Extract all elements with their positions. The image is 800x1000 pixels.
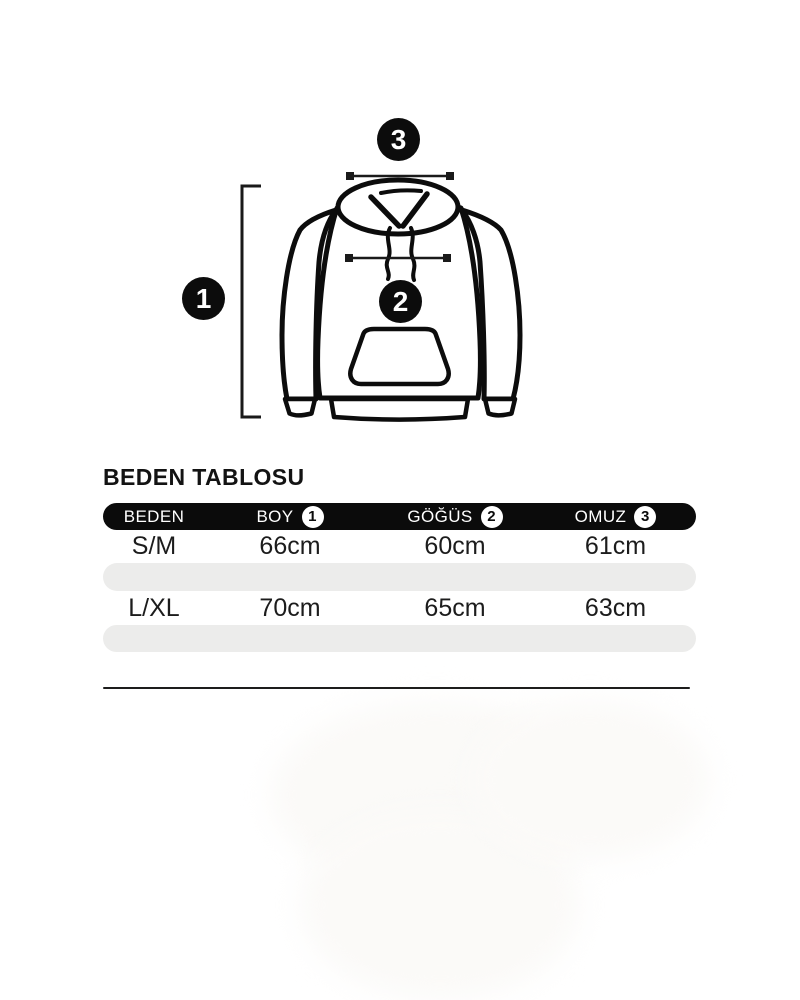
header-badge-number: 2: [487, 508, 497, 525]
cell-size: S/M: [131, 532, 177, 560]
header-cell-gogus: [375, 506, 535, 528]
size-chart-title: BEDEN TABLOSU: [103, 464, 305, 490]
table-row-sm: [103, 530, 696, 563]
hoodie-diagram: [0, 0, 800, 460]
cell-omuz: 63cm: [584, 593, 647, 622]
cell-boy: 66cm: [259, 532, 321, 560]
header-badge-3: [634, 506, 656, 528]
header-label: OMUZ: [574, 506, 627, 526]
length-marker-badge: [182, 277, 225, 320]
length-measure-bracket: [242, 186, 261, 417]
header-cell-beden: [103, 507, 205, 527]
header-cell-omuz: [535, 506, 696, 528]
table-row-lxl: [103, 591, 696, 625]
header-label: BOY: [256, 506, 294, 526]
header-label: GÖĞÜS: [407, 506, 473, 526]
cell-gogus: 60cm: [424, 532, 486, 560]
chest-marker-number: 2: [392, 285, 409, 317]
shoulder-marker-badge: [377, 118, 420, 161]
cell-size: L/XL: [128, 593, 180, 622]
header-badge-2: [481, 506, 503, 528]
cell-boy: 70cm: [259, 593, 321, 622]
cell-omuz: 61cm: [584, 532, 647, 560]
size-chart-header-row: [103, 503, 696, 530]
header-cell-boy: [205, 506, 375, 528]
header-label: BEDEN: [123, 506, 185, 526]
shoulder-marker-number: 3: [390, 123, 407, 155]
divider-line: [103, 687, 690, 689]
size-chart-table: [103, 503, 696, 689]
background-artifact: [470, 700, 710, 860]
header-badge-number: 3: [640, 508, 650, 525]
length-marker-number: 1: [195, 282, 212, 314]
header-badge-1: [302, 506, 324, 528]
chest-marker-badge: [379, 280, 422, 323]
cell-gogus: 65cm: [424, 593, 486, 622]
stripe-row: [103, 625, 696, 652]
header-badge-number: 1: [308, 508, 317, 525]
stripe-row: [103, 563, 696, 591]
